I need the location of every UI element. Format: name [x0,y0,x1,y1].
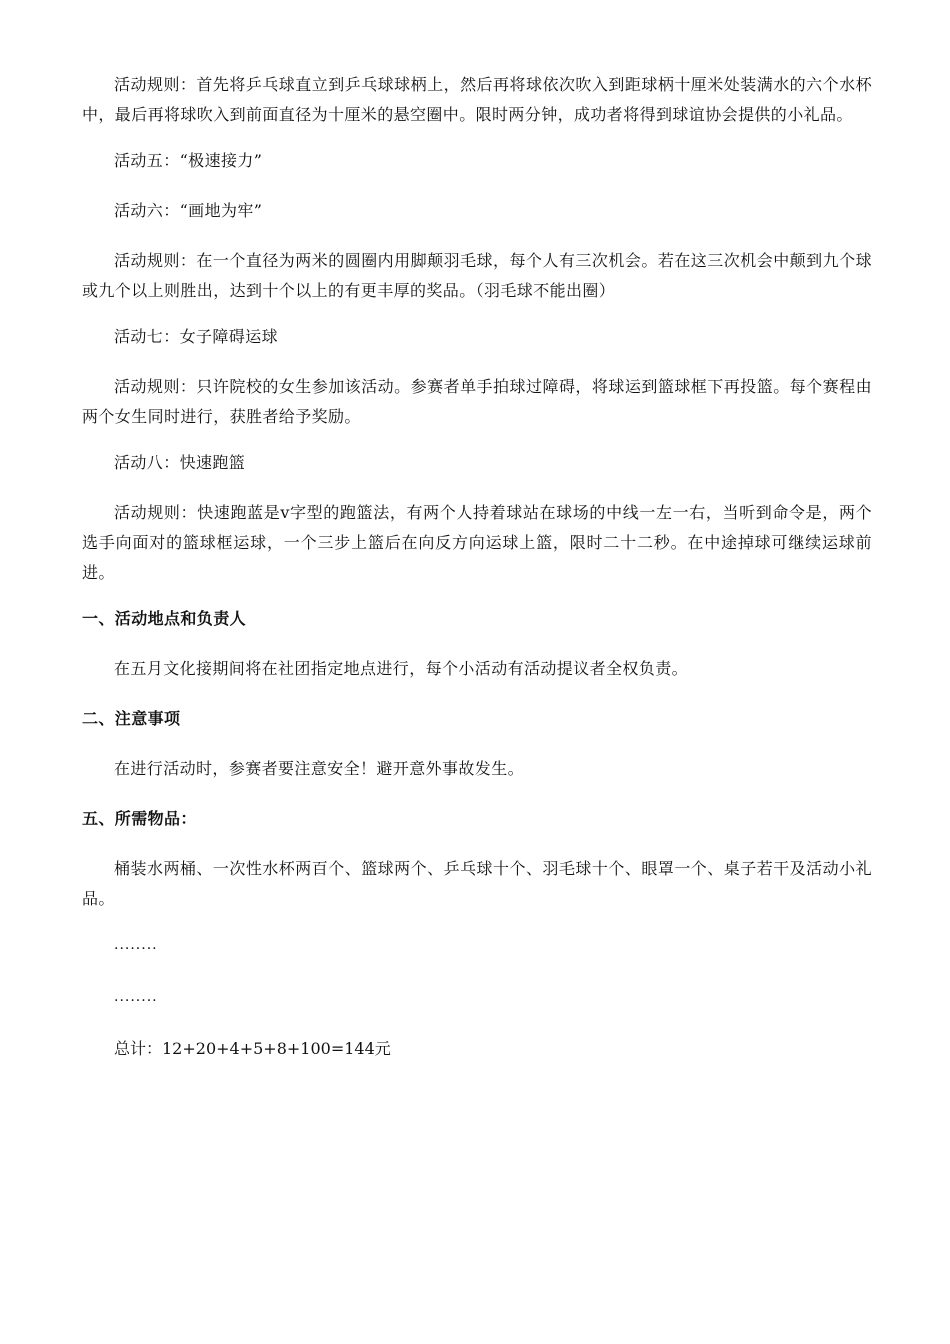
activity-six-title: 活动六：“画地为牢” [114,201,263,220]
document-page [82,70,872,1064]
ellipsis-line-1: ........ [114,937,158,953]
activity-seven-title: 活动七：女子障碍运球 [114,327,279,346]
activity-eight-rule: 活动规则：快速跑蓝是v字型的跑篮法，有两个人持着球站在球场的中线一左一右，当听到命令是，两个选手向面对的篮球框运球，一个三步上篮后在向反方向运球上篮，限时二十二秒。在中途掉球可继续运球前进。 [82,503,872,582]
location-heading: 一、活动地点和负责人 [82,609,247,628]
activity-six-rule: 活动规则：在一个直径为两米的圆圈内用脚颠羽毛球，每个人有三次机会。若在这三次机会中颠到九个球或九个以上则胜出，达到十个以上的有更丰厚的奖品。（羽毛球不能出圈） [82,251,872,300]
location-text: 在五月文化接期间将在社团指定地点进行，每个小活动有活动提议者全权负责。 [114,659,689,678]
rule-pingpong-paragraph: 活动规则：首先将乒乓球直立到乒乓球球柄上，然后再将球依次吹入到距球柄十厘米处装满水的六个水杯中，最后再将球吹入到前面直径为十厘米的悬空圈中。限时两分钟，成功者将得到球谊协会提供的小礼品。 [82,75,872,124]
items-text: 桶装水两桶、一次性水杯两百个、篮球两个、乒乓球十个、羽毛球十个、眼罩一个、桌子若干及活动小礼品。 [82,859,872,908]
notes-heading: 二、注意事项 [82,709,181,728]
ellipsis-line-2: ........ [114,989,158,1005]
activity-eight-title: 活动八：快速跑篮 [114,453,246,472]
activity-five-title: 活动五：“极速接力” [114,151,263,170]
items-heading: 五、所需物品： [82,809,197,828]
notes-text: 在进行活动时，参赛者要注意安全！避开意外事故发生。 [114,759,525,778]
total-line: 总计：12+20+4+5+8+100=144元 [114,1039,391,1058]
activity-seven-rule: 活动规则：只许院校的女生参加该活动。参赛者单手拍球过障碍，将球运到篮球框下再投篮。每个赛程由两个女生同时进行，获胜者给予奖励。 [82,377,872,426]
